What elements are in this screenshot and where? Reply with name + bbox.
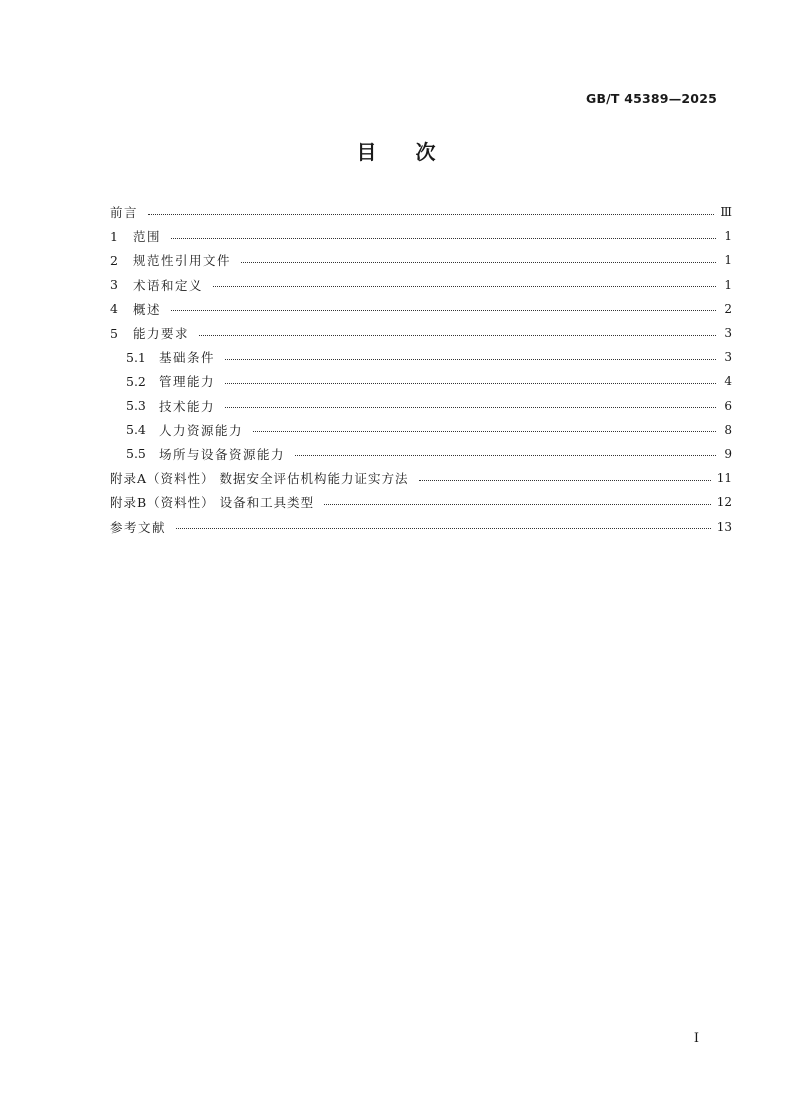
toc-row-5-5[interactable] bbox=[110, 442, 732, 466]
toc-num: 5 bbox=[110, 325, 118, 341]
toc-num: 3 bbox=[110, 277, 118, 293]
toc-label: 参考文献 bbox=[110, 519, 167, 535]
toc-num: 2 bbox=[110, 252, 118, 268]
toc-label: 基础条件 bbox=[159, 350, 216, 366]
toc-page: 9 bbox=[724, 446, 732, 461]
dot-leader bbox=[253, 431, 716, 432]
toc-num: 4 bbox=[110, 301, 118, 317]
toc-row-normative-references[interactable] bbox=[110, 248, 732, 272]
toc-row-scope[interactable] bbox=[110, 224, 732, 248]
toc-row-5-1[interactable] bbox=[110, 345, 732, 369]
dot-leader bbox=[295, 455, 716, 456]
toc-label: 附录A（资料性） 数据安全评估机构能力证实方法 bbox=[110, 471, 409, 487]
toc-page: 1 bbox=[724, 253, 732, 268]
toc-page: 1 bbox=[724, 229, 732, 244]
table-of-contents bbox=[110, 200, 732, 539]
toc-page: 2 bbox=[724, 301, 732, 316]
toc-row-bibliography[interactable] bbox=[110, 514, 732, 538]
toc-page: 11 bbox=[716, 471, 732, 486]
toc-label: 管理能力 bbox=[159, 374, 216, 390]
dot-leader bbox=[225, 407, 716, 408]
toc-label: 规范性引用文件 bbox=[133, 253, 232, 269]
dot-leader bbox=[176, 528, 711, 529]
toc-num: 5.5 bbox=[126, 446, 146, 462]
toc-row-foreword[interactable] bbox=[110, 200, 732, 224]
toc-page: 1 bbox=[724, 277, 732, 292]
toc-page: 12 bbox=[716, 495, 732, 510]
dot-leader bbox=[419, 480, 711, 481]
toc-row-capability-requirements[interactable] bbox=[110, 321, 732, 345]
toc-label: 场所与设备资源能力 bbox=[159, 446, 286, 462]
toc-page: Ⅲ bbox=[720, 205, 732, 220]
page-number: I bbox=[693, 1031, 699, 1046]
toc-page: 4 bbox=[724, 374, 732, 389]
toc-label: 术语和定义 bbox=[133, 277, 204, 293]
page-title bbox=[0, 136, 792, 165]
toc-row-5-4[interactable] bbox=[110, 418, 732, 442]
toc-num: 5.2 bbox=[126, 373, 146, 389]
dot-leader bbox=[171, 310, 716, 311]
toc-page: 3 bbox=[724, 350, 732, 365]
dot-leader bbox=[171, 238, 716, 239]
toc-label: 能力要求 bbox=[133, 326, 190, 342]
toc-row-terms[interactable] bbox=[110, 273, 732, 297]
toc-num: 5.3 bbox=[126, 398, 146, 414]
dot-leader bbox=[148, 214, 714, 215]
dot-leader bbox=[241, 262, 716, 263]
toc-page: 6 bbox=[724, 398, 732, 413]
toc-num: 1 bbox=[110, 228, 118, 244]
dot-leader bbox=[225, 383, 716, 384]
dot-leader bbox=[225, 359, 716, 360]
toc-page: 13 bbox=[716, 519, 732, 534]
dot-leader bbox=[199, 335, 716, 336]
toc-row-5-3[interactable] bbox=[110, 394, 732, 418]
toc-row-5-2[interactable] bbox=[110, 369, 732, 393]
toc-label: 前言 bbox=[110, 205, 139, 221]
dot-leader bbox=[213, 286, 716, 287]
title-char-2: 次 bbox=[415, 140, 436, 164]
toc-label: 范围 bbox=[133, 229, 162, 245]
toc-page: 8 bbox=[724, 422, 732, 437]
toc-label: 概述 bbox=[133, 301, 162, 317]
toc-label: 技术能力 bbox=[159, 398, 216, 414]
toc-row-annex-b[interactable] bbox=[110, 490, 732, 514]
dot-leader bbox=[324, 504, 711, 505]
toc-num: 5.4 bbox=[126, 422, 146, 438]
title-char-1: 目 bbox=[356, 140, 377, 164]
toc-row-overview[interactable] bbox=[110, 297, 732, 321]
toc-row-annex-a[interactable] bbox=[110, 466, 732, 490]
toc-page: 3 bbox=[724, 326, 732, 341]
toc-label: 人力资源能力 bbox=[159, 422, 244, 438]
standard-code: GB/T 45389—2025 bbox=[585, 91, 717, 106]
toc-num: 5.1 bbox=[126, 349, 146, 365]
toc-label: 附录B（资料性） 设备和工具类型 bbox=[110, 495, 315, 511]
